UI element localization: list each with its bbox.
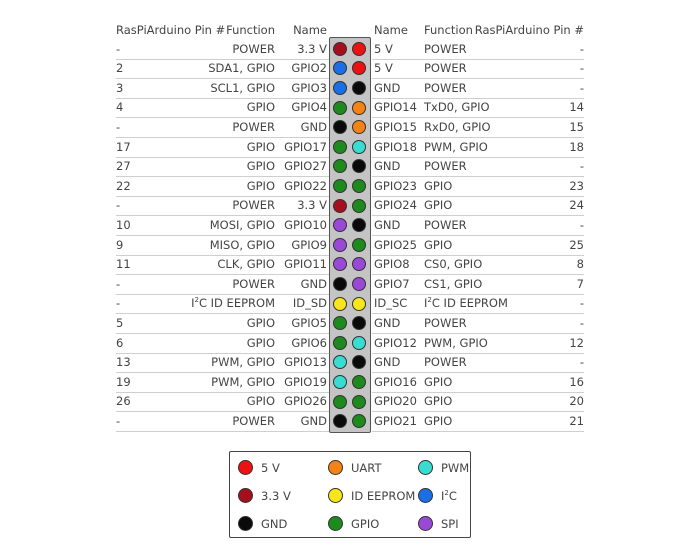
- right-function: GPIO: [424, 413, 453, 428]
- row-divider: [372, 431, 584, 432]
- left-function: GPIO: [246, 335, 275, 350]
- left-function: GPIO: [246, 139, 275, 154]
- right-pin-name: GPIO23: [374, 178, 417, 193]
- row-divider: [372, 215, 584, 216]
- right-function: PWM, GPIO: [424, 335, 488, 350]
- right-function: GPIO: [424, 237, 453, 252]
- left-function: MISO, GPIO: [209, 237, 275, 252]
- left-pin-number: -: [116, 41, 121, 56]
- right-pin-name: GND: [374, 355, 401, 370]
- left-pin-number: -: [116, 198, 121, 213]
- left-pin-name: GPIO3: [291, 80, 327, 95]
- left-pin-name: GPIO11: [284, 257, 327, 272]
- header-left-pin: RasPiArduino Pin #: [116, 23, 226, 37]
- row-divider: [116, 274, 329, 275]
- legend-swatch: [418, 488, 433, 503]
- right-pin-name: GPIO15: [374, 119, 417, 134]
- right-pin-name: GPIO24: [374, 198, 417, 213]
- pin-green: [352, 375, 366, 389]
- right-function: $I^2C$ ID EEPROM: [424, 296, 508, 311]
- right-function: POWER: [424, 41, 467, 56]
- right-function: CS0, GPIO: [424, 257, 483, 272]
- right-function: POWER: [424, 217, 467, 232]
- right-function: POWER: [424, 355, 467, 370]
- left-pin-number: 9: [116, 237, 124, 252]
- right-pin-name: GPIO12: [374, 335, 417, 350]
- pin-cyan: [352, 140, 366, 154]
- left-function: CLK, GPIO: [217, 257, 275, 272]
- left-pin-name: GND: [300, 119, 327, 134]
- left-function: GPIO: [246, 100, 275, 115]
- left-function: POWER: [232, 413, 275, 428]
- left-function: POWER: [232, 41, 275, 56]
- pin-green: [352, 199, 366, 213]
- legend-label: PWM: [441, 461, 470, 475]
- left-pin-number: 4: [116, 100, 124, 115]
- left-function: GPIO: [246, 159, 275, 174]
- right-pin-number: 12: [569, 335, 584, 350]
- right-pin-number: -: [579, 296, 584, 311]
- header-right-name: Name: [374, 23, 408, 37]
- left-pin-name: 3.3 V: [297, 198, 327, 213]
- right-function: RxD0, GPIO: [424, 119, 491, 134]
- right-pin-number: 23: [569, 178, 584, 193]
- right-pin-name: 5 V: [374, 41, 393, 56]
- left-function: SCL1, GPIO: [210, 80, 275, 95]
- left-pin-name: GPIO22: [284, 178, 327, 193]
- pin-green: [333, 336, 347, 350]
- legend-label: $I^2C$: [441, 489, 457, 503]
- pin-cyan: [333, 375, 347, 389]
- left-pin-number: -: [116, 119, 121, 134]
- row-divider: [116, 117, 329, 118]
- right-pin-number: -: [579, 217, 584, 232]
- pin-green: [352, 395, 366, 409]
- left-pin-number: 5: [116, 315, 124, 330]
- pin-green: [333, 395, 347, 409]
- right-pin-name: ID_SC: [374, 296, 408, 311]
- left-function: GPIO: [246, 394, 275, 409]
- right-pin-number: -: [579, 61, 584, 76]
- right-function: POWER: [424, 315, 467, 330]
- right-pin-number: 7: [576, 276, 584, 291]
- pin-red: [352, 42, 366, 56]
- pin-orange: [352, 101, 366, 115]
- right-pin-name: GPIO25: [374, 237, 417, 252]
- right-pin-name: GPIO20: [374, 394, 417, 409]
- right-function: POWER: [424, 80, 467, 95]
- right-pin-name: GPIO8: [374, 257, 410, 272]
- right-pin-name: GND: [374, 315, 401, 330]
- legend-label: GPIO: [351, 517, 380, 531]
- right-pin-number: -: [579, 159, 584, 174]
- pin-green: [333, 101, 347, 115]
- right-pin-number: 8: [576, 257, 584, 272]
- pin-black: [333, 277, 347, 291]
- right-pin-number: -: [579, 80, 584, 95]
- right-pin-number: -: [579, 41, 584, 56]
- pin-black: [352, 81, 366, 95]
- left-pin-number: -: [116, 296, 121, 311]
- right-pin-number: 14: [569, 100, 584, 115]
- right-function: CS1, GPIO: [424, 276, 483, 291]
- pin-yellow: [352, 297, 366, 311]
- right-pin-number: 18: [569, 139, 584, 154]
- legend-label: 3.3 V: [261, 489, 291, 503]
- left-pin-name: GPIO2: [291, 61, 327, 76]
- right-function: TxD0, GPIO: [424, 100, 490, 115]
- legend-swatch: [238, 460, 253, 475]
- row-divider: [116, 431, 329, 432]
- pin-darkred: [333, 42, 347, 56]
- legend-label: SPI: [441, 517, 459, 531]
- left-pin-name: GPIO27: [284, 159, 327, 174]
- row-divider: [372, 59, 584, 60]
- left-function: $I^2C$ ID EEPROM: [191, 296, 275, 311]
- legend-swatch: [238, 488, 253, 503]
- left-function: POWER: [232, 119, 275, 134]
- right-pin-name: GPIO21: [374, 413, 417, 428]
- row-divider: [372, 353, 584, 354]
- right-pin-number: 16: [569, 374, 584, 389]
- right-function: PWM, GPIO: [424, 139, 488, 154]
- row-divider: [372, 313, 584, 314]
- left-pin-name: GPIO6: [291, 335, 327, 350]
- left-pin-number: -: [116, 276, 121, 291]
- left-pin-name: GPIO26: [284, 394, 327, 409]
- legend-swatch: [418, 516, 433, 531]
- left-pin-name: GPIO9: [291, 237, 327, 252]
- pin-cyan: [352, 336, 366, 350]
- left-pin-name: 3.3 V: [297, 41, 327, 56]
- left-pin-name: GND: [300, 276, 327, 291]
- left-pin-name: GPIO17: [284, 139, 327, 154]
- left-pin-number: 10: [116, 217, 131, 232]
- right-pin-name: 5 V: [374, 61, 393, 76]
- pin-green: [352, 179, 366, 193]
- legend-swatch: [328, 516, 343, 531]
- left-function: GPIO: [246, 178, 275, 193]
- pin-green: [352, 238, 366, 252]
- left-pin-name: GPIO13: [284, 355, 327, 370]
- left-pin-number: 11: [116, 257, 131, 272]
- pin-purple: [333, 238, 347, 252]
- left-pin-name: ID_SD: [292, 296, 327, 311]
- row-divider: [372, 157, 584, 158]
- right-pin-number: -: [579, 315, 584, 330]
- right-pin-name: GPIO14: [374, 100, 417, 115]
- left-function: POWER: [232, 276, 275, 291]
- legend-swatch: [328, 460, 343, 475]
- left-pin-name: GPIO4: [291, 100, 327, 115]
- right-pin-number: 20: [569, 394, 584, 409]
- left-pin-number: 6: [116, 335, 124, 350]
- left-pin-number: 13: [116, 355, 131, 370]
- left-pin-number: 3: [116, 80, 124, 95]
- legend-swatch: [328, 488, 343, 503]
- right-pin-number: 21: [569, 413, 584, 428]
- right-pin-number: 24: [569, 198, 584, 213]
- legend-label: ID EEPROM: [351, 489, 416, 503]
- right-pin-number: 15: [569, 119, 584, 134]
- legend-label: 5 V: [261, 461, 280, 475]
- legend-label: GND: [261, 517, 288, 531]
- left-function: GPIO: [246, 315, 275, 330]
- left-pin-number: 2: [116, 61, 124, 76]
- right-pin-number: 25: [569, 237, 584, 252]
- right-function: GPIO: [424, 374, 453, 389]
- left-function: PWM, GPIO: [211, 374, 275, 389]
- legend-swatch: [418, 460, 433, 475]
- gpio-header-connector: [329, 37, 371, 433]
- left-pin-number: -: [116, 413, 121, 428]
- pin-blue: [333, 81, 347, 95]
- legend-swatch: [238, 516, 253, 531]
- left-pin-name: GPIO5: [291, 315, 327, 330]
- right-pin-name: GND: [374, 159, 401, 174]
- right-function: POWER: [424, 61, 467, 76]
- row-divider: [372, 78, 584, 79]
- right-pin-name: GPIO18: [374, 139, 417, 154]
- right-pin-name: GND: [374, 80, 401, 95]
- pin-yellow: [333, 297, 347, 311]
- pin-green: [333, 179, 347, 193]
- left-pin-number: 27: [116, 159, 131, 174]
- color-legend: [229, 451, 471, 538]
- left-pin-name: GPIO10: [284, 217, 327, 232]
- left-pin-name: GPIO19: [284, 374, 327, 389]
- left-function: PWM, GPIO: [211, 355, 275, 370]
- pin-darkred: [333, 199, 347, 213]
- right-pin-number: -: [579, 355, 584, 370]
- row-divider: [116, 411, 329, 412]
- left-pin-number: 22: [116, 178, 131, 193]
- right-function: GPIO: [424, 394, 453, 409]
- header-right-pin: RasPiArduino Pin #: [474, 23, 584, 37]
- left-pin-number: 26: [116, 394, 131, 409]
- right-pin-name: GND: [374, 217, 401, 232]
- pin-purple: [352, 277, 366, 291]
- right-function: POWER: [424, 159, 467, 174]
- header-left-function: Function: [226, 23, 275, 37]
- left-function: POWER: [232, 198, 275, 213]
- header-left-name: Name: [293, 23, 327, 37]
- header-right-function: Function: [424, 23, 473, 37]
- left-pin-number: 17: [116, 139, 131, 154]
- left-pin-number: 19: [116, 374, 131, 389]
- pin-green: [333, 140, 347, 154]
- right-pin-name: GPIO7: [374, 276, 410, 291]
- left-function: SDA1, GPIO: [208, 61, 275, 76]
- left-function: MOSI, GPIO: [209, 217, 275, 232]
- legend-label: UART: [351, 461, 382, 475]
- right-function: GPIO: [424, 178, 453, 193]
- right-function: GPIO: [424, 198, 453, 213]
- left-pin-name: GND: [300, 413, 327, 428]
- right-pin-name: GPIO16: [374, 374, 417, 389]
